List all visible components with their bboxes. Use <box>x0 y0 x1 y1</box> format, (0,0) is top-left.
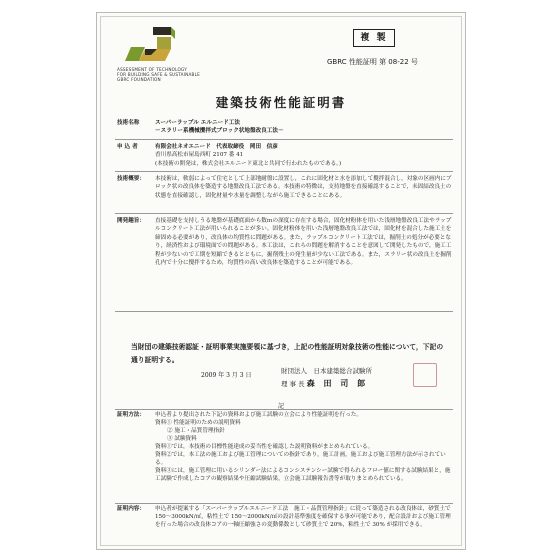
divider <box>115 311 453 312</box>
official-seal <box>413 363 437 387</box>
divider <box>115 171 453 172</box>
purpose-text: 直接基礎を支持しうる地盤が基礎底面から数ｍの深度に存在する場合，固化材粉体を用いた浅層地盤改良工法やラップルコンクリート工法が用いられることが多い。固化材粉体を用いた浅層地盤改良工法では，固化材を混合した施工土を締固める必要があり，改良体の均質性に問題がある。また，ラップルコンクリート工法では，掘削土の処分が必要となり，経済性および環境面での問題がある。本工法は，これらの問題を解消することを意図して開発したもので，施工工程が少ないので工期を短縮できるとともに，掘削残土の発生量が少ない工法である。また，スラリー状の改良土を掘削孔内で十分に攪拌するため，均質性の高い改良体を築造することが可能である。 <box>155 218 452 267</box>
certificate-number: GBRC 性能証明 第 08-22 号 <box>327 58 418 66</box>
issuer-title: 理 事 長 <box>281 380 305 388</box>
divider <box>115 409 453 410</box>
divider <box>115 503 453 504</box>
applicant-address: 香川県高松市屋島西町 2107 番 41 <box>155 152 244 159</box>
gbrc-logo-icon <box>117 25 213 65</box>
issuer-organization: 財団法人 日本建築総合試験所 <box>281 367 372 375</box>
tech-name: スーパーラップル エルニード工法 <box>155 120 240 126</box>
applicant-note: (本技術の開発は，株式会社エルニード東北と共同で行われたものである。) <box>155 160 342 167</box>
method-text: 申込者より提出された下記の資料および施工試験の立会により性能証明を行った。 <box>155 412 362 418</box>
content-text: 申込者が提案する「スーパーラップルエルニード工法 施工・品質管理指針」に従って築造される改良体は，砂質土で 150〜3000kN/㎡，粘性土で 150〜2000kN/㎡の設計基準強度を確保する事が可能であり，配合設計および施工管理を行った場合の改良体コアの一軸圧縮強さの変動係数として砂質土で 20%，粘性土で 30% が採用できる。 <box>155 506 451 528</box>
certification-statement: 当財団の建築技術認証・証明事業実施要領に基づき，上記の性能証明対象技術の性能について，下記の通り証明する。 <box>131 343 444 364</box>
purpose-label: 開発趣旨： <box>117 218 145 224</box>
material-3: ③ 試験資料 <box>167 436 197 442</box>
material-note-2: 資料②では，本工法の施工および施工管理についての指針であり，施工計画，施工および施工管理方法が示されている。 <box>155 452 446 466</box>
logo-line-3: GBRC FOUNDATION <box>117 77 161 83</box>
material-note-1: 資料①では，本技術の目標性能達成の妥当性を確認した説明資料がまとめられている。 <box>155 444 374 450</box>
applicant-name: 有限会社ネオエニード 代表取締役 岡田 信彦 <box>155 144 278 150</box>
method-label: 証明方法： <box>117 412 145 418</box>
tech-name-label: 技術名称 <box>117 120 140 126</box>
issuer-name: 森 田 司 郎 <box>306 378 369 388</box>
applicant-label: 申 込 者 <box>117 144 138 150</box>
copy-stamp: 複 製 <box>353 29 395 47</box>
logo-line-2: FOR BUILDING SAFE & SUSTAINABLE <box>117 72 200 78</box>
divider <box>115 213 453 214</box>
issuer-block <box>281 365 372 390</box>
tech-subtitle: －スラリー系機械攪拌式ブロック状地盤改良工法－ <box>155 128 284 135</box>
issue-date: 2009 年 3 月 3 日 <box>201 372 252 379</box>
gbrc-logo <box>117 25 213 83</box>
summary-label: 技術概要： <box>117 176 145 182</box>
summary-text: 本技術は，軟弱によって住宅として上部地耐盤に設置し，これに固化材と水を添加して攪拌混合し，対象の区画内にブロック状の改良体を築造する地盤改良工法である。本技術の特徴は，支持地盤を直接確認することで，未固結改良土の状態を直接確認し，固化材量や水量を調整しながら施工できることにある。 <box>155 176 452 199</box>
material-note-3: 資料③には，施工管理に用いるシリンダー法によるコンシステンシー試験で得られるフロー値に関する試験結果と，施工試験で作成したコアの観察結果や圧縮試験結果，立会施工試験報告書等が取りまとめられている。 <box>155 468 451 482</box>
content-label: 証明内容： <box>117 506 145 512</box>
material-2: ② 施工・品質管理指針 <box>167 428 225 434</box>
document-title: 建築技術性能証明書 <box>215 95 347 110</box>
logo-line-1: ASSESSMENT OF TECHNOLOGY <box>117 67 188 72</box>
certificate-sheet <box>96 12 466 550</box>
material-1: 資料① 性能証明のための説明資料 <box>155 420 241 426</box>
divider <box>115 139 453 140</box>
note-heading: 記 <box>277 403 284 410</box>
